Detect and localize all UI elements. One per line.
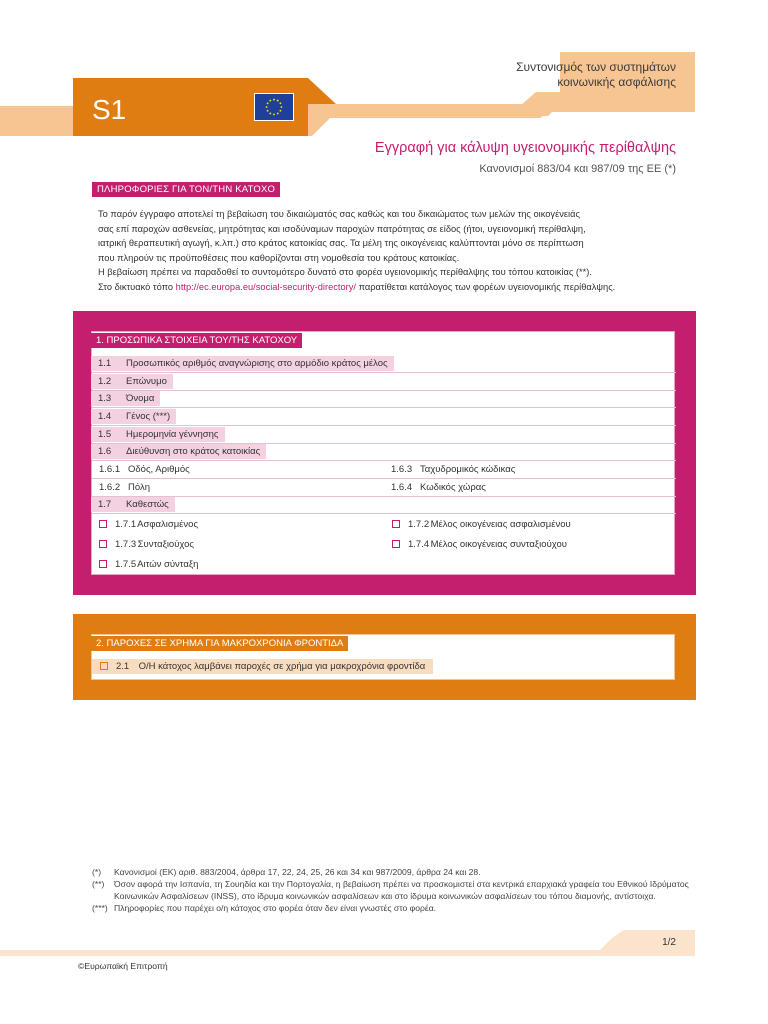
holder-info-line: Το παρόν έγγραφο αποτελεί τη βεβαίωση του δικαιώματός σας καθώς και του δικαιώματος των μελών της οικογένειάς: [98, 209, 580, 219]
holder-info-line: Η βεβαίωση πρέπει να παραδοθεί το συντομότερο δυνατό στο φορέα υγειονομικής περίθαλψης του τόπου κατοικίας (**).: [98, 267, 592, 277]
status-option-family-insured[interactable]: [392, 518, 571, 531]
field-row-1-7: [91, 497, 175, 512]
field-number: 1.1: [98, 358, 112, 369]
coordination-label: [416, 60, 676, 90]
field-row-1-3[interactable]: [91, 391, 160, 406]
field-label: Ταχυδρομικός κώδικας: [420, 464, 516, 475]
footer-decoration: [0, 928, 768, 958]
long-term-care-option[interactable]: [92, 659, 433, 674]
status-option-family-pensioner[interactable]: [392, 538, 567, 551]
section-2-frame: [73, 614, 696, 700]
coordination-line-2: κοινωνικής ασφάλισης: [557, 75, 676, 89]
link-prefix: Στο δικτυακό τόπο: [98, 281, 176, 292]
footnote-mark: (**): [92, 879, 105, 889]
checkbox[interactable]: [392, 540, 400, 548]
field-label: Καθεστώς: [126, 499, 169, 510]
option-number: 1.7.1: [115, 519, 137, 530]
form-series: S1: [92, 94, 127, 125]
document-title: Εγγραφή για κάλυψη υγειονομικής περίθαλψης: [374, 140, 676, 156]
field-row-1-2[interactable]: [91, 374, 173, 389]
field-number: 1.5: [98, 429, 112, 440]
holder-info-line: σας επί παροχών ασθενείας, μητρότητας και ισοδύναμων παροχών πατρότητας σε είδος (ήτοι, υγειονομική περίθαλψη,: [98, 223, 586, 234]
field-label: Οδός, Αριθμός: [128, 464, 190, 475]
field-row-1-5[interactable]: [91, 427, 225, 442]
holder-info-text: [98, 207, 684, 294]
field-divider: [92, 460, 676, 461]
field-number: 1.6.2: [99, 482, 121, 493]
field-postcode[interactable]: [391, 462, 515, 477]
field-label-pill: [91, 356, 394, 371]
section-2-heading: 2. ΠΑΡΟΧΕΣ ΣΕ ΧΡΗΜΑ ΓΙΑ ΜΑΚΡΟΧΡΟΝΙΑ ΦΡΟΝΤΙΔΑ: [91, 636, 348, 651]
coordination-line-1: Συντονισμός των συστημάτων: [516, 60, 676, 74]
footnote-mark: (*): [92, 867, 102, 877]
status-option-insured[interactable]: [99, 518, 198, 531]
field-number: 1.6: [98, 446, 112, 457]
field-label-pill: [91, 427, 225, 442]
footnote-text: Κανονισμοί (ΕΚ) αριθ. 883/2004, άρθρα 17, 22, 24, 25, 26 και 34 και 987/2009, άρθρα 24 και 28.: [114, 867, 481, 877]
field-label: Προσωπικός αριθμός αναγνώρισης στο αρμόδιο κράτος μέλος: [126, 358, 388, 369]
footnote-text: Όσον αφορά την Ισπανία, τη Σουηδία και την Πορτογαλία, η βεβαίωση πρέπει να προσκομιστεί στα κεντρικά επαρχιακά γραφεία του Εθνικού Ιδρύματος Κοινωνικών Ασφαλίσεων (INSS), στο ίδρυμα κοινωνικών ασφαλίσεων και στο ίδρυμα κοινωνικών ασφαλίσεων του τόπου διαμονής, αντίστοιχα.: [114, 879, 689, 901]
social-security-directory-link[interactable]: http://ec.europa.eu/social-security-directory/: [175, 281, 356, 292]
link-suffix: παρατίθεται κατάλογος των φορέων υγειονομικής περίθαλψης.: [356, 281, 616, 292]
field-row-1-6: [91, 444, 266, 459]
field-country-code[interactable]: [391, 480, 486, 495]
checkbox[interactable]: [392, 520, 400, 528]
field-number: 1.6.4: [391, 482, 413, 493]
field-row-1-1[interactable]: [91, 356, 394, 371]
field-label: Γένος (***): [126, 411, 171, 422]
footnote: [92, 902, 692, 914]
checkbox[interactable]: [99, 520, 107, 528]
page-number: 1/2: [662, 937, 676, 948]
footnote-mark: (***): [92, 903, 108, 913]
field-number: 1.3: [98, 393, 112, 404]
field-street[interactable]: [99, 462, 190, 477]
field-label-pill: [91, 497, 175, 512]
field-number: 1.6.3: [391, 464, 413, 475]
field-divider: [92, 496, 676, 497]
field-divider: [92, 513, 676, 514]
copyright: ©Ευρωπαϊκή Επιτροπή: [78, 961, 168, 971]
option-number: 1.7.4: [408, 539, 430, 550]
section-1-heading: 1. ΠΡΟΣΩΠΙΚΑ ΣΤΟΙΧΕΙΑ ΤΟΥ/ΤΗΣ ΚΑΤΟΧΟΥ: [91, 333, 302, 348]
option-label: Ο/Η κάτοχος λαμβάνει παροχές σε χρήμα για μακροχρόνια φροντίδα: [138, 661, 426, 672]
field-label: Ημερομηνία γέννησης: [126, 429, 219, 440]
field-divider: [92, 372, 676, 373]
field-label: Επώνυμο: [126, 376, 167, 387]
field-label: Πόλη: [128, 482, 150, 493]
field-divider: [92, 478, 676, 479]
checkbox[interactable]: [99, 560, 107, 568]
field-number: 1.4: [98, 411, 112, 422]
field-divider: [92, 390, 676, 391]
footnote: [92, 878, 692, 902]
field-number: 1.2: [98, 376, 112, 387]
field-city[interactable]: [99, 480, 150, 495]
checkbox[interactable]: [99, 540, 107, 548]
field-label: Διεύθυνση στο κράτος κατοικίας: [126, 446, 261, 457]
option-number: 1.7.2: [408, 519, 430, 530]
status-option-pensioner[interactable]: [99, 538, 194, 551]
field-row-1-4[interactable]: [91, 409, 176, 424]
holder-info-link-line: [98, 280, 684, 295]
field-number: 1.7: [98, 499, 112, 510]
field-number: 1.6.1: [99, 464, 121, 475]
field-label-pill: [91, 444, 266, 459]
option-label: Αιτών σύνταξη: [137, 559, 199, 570]
option-number: 1.7.3: [115, 539, 137, 550]
option-label: Μέλος οικογένειας συνταξιούχου: [430, 539, 567, 550]
field-label: Όνομα: [126, 393, 155, 404]
eu-flag-icon: [254, 93, 294, 121]
holder-info-line: που πληρούν τις προϋποθέσεις που καθορίζονται στη νομοθεσία του κράτους κατοικίας.: [98, 252, 460, 263]
field-label-pill: [91, 409, 176, 424]
document-subtitle: Κανονισμοί 883/04 και 987/09 της ΕΕ (*): [479, 163, 676, 175]
option-label: Ασφαλισμένος: [137, 519, 199, 530]
field-divider: [92, 407, 676, 408]
option-label: Συνταξιούχος: [137, 539, 195, 550]
option-label: Μέλος οικογένειας ασφαλισμένου: [430, 519, 571, 530]
holder-info-line: ιατρική θεραπευτική αγωγή, κ.λπ.) στο κράτος κατοικίας σας. Τα μέλη της οικογένειας καλύπτονται μόνο σε περίπτωση: [98, 238, 584, 248]
option-number: 2.1: [116, 661, 130, 672]
field-divider: [92, 425, 676, 426]
field-label-pill: [91, 374, 173, 389]
checkbox[interactable]: [100, 662, 108, 670]
status-option-pension-claimant[interactable]: [99, 558, 198, 571]
option-number: 1.7.5: [115, 559, 137, 570]
field-label: Κωδικός χώρας: [420, 482, 486, 493]
field-label-pill: [91, 391, 160, 406]
footnote: [92, 866, 692, 878]
holder-info-heading: ΠΛΗΡΟΦΟΡΙΕΣ ΓΙΑ ΤΟΝ/ΤΗΝ ΚΑΤΟΧΟ: [92, 182, 280, 197]
footnotes: [92, 866, 692, 914]
footnote-text: Πληροφορίες που παρέχει ο/η κάτοχος στο φορέα όταν δεν είναι γνωστές στο φορέα.: [114, 903, 437, 913]
